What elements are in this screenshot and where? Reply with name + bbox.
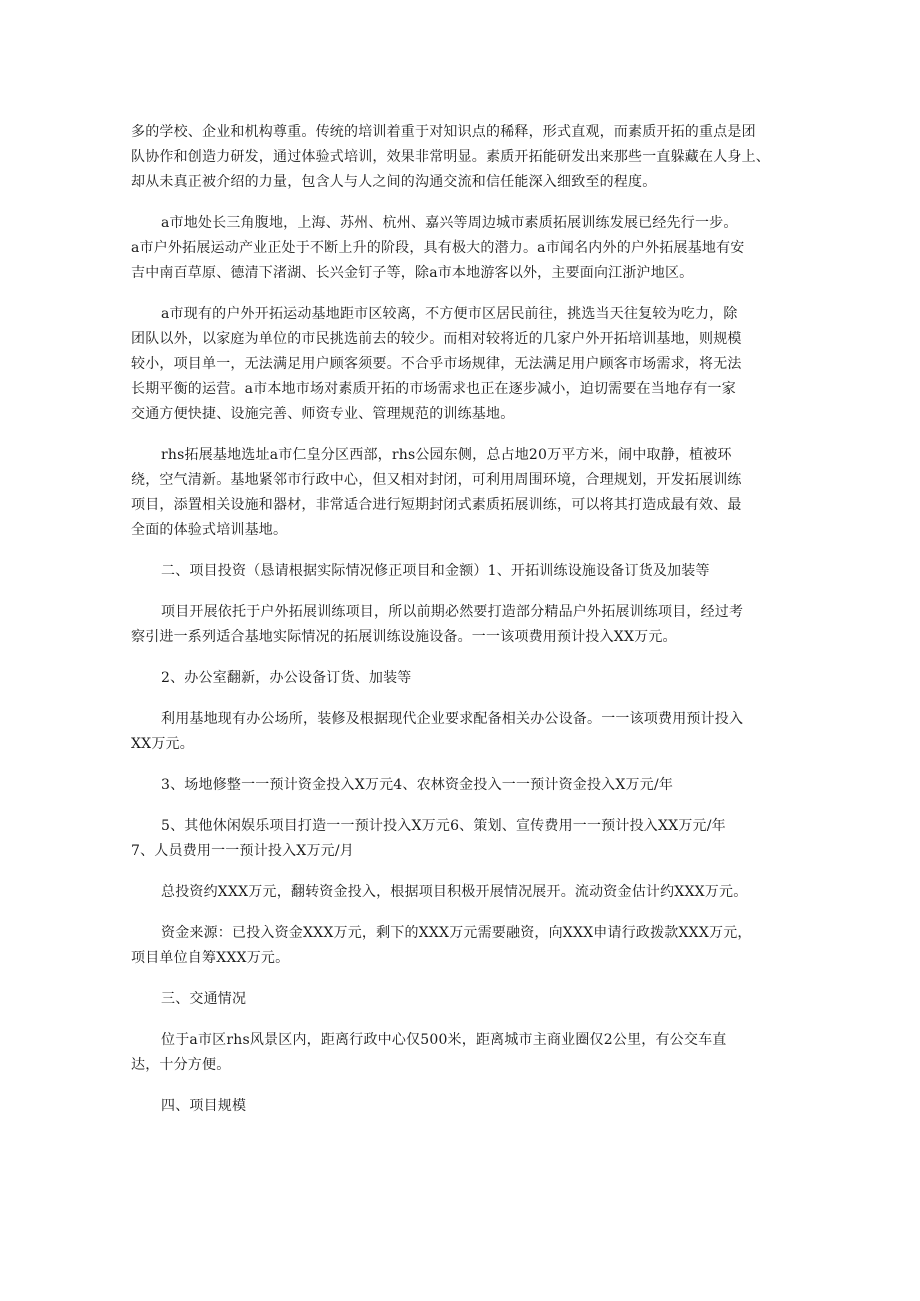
paragraph-facility-investment — [131, 600, 803, 650]
section-heading-transport — [131, 987, 803, 1012]
text-line: 却从未真正被介绍的力量，包含人与人之间的沟通交流和信任能深入细致至的程度。 — [131, 174, 657, 190]
text-line: 察引进一系列适合基地实际情况的拓展训练设施设备。一一该项费用预计投入XX万元。 — [131, 629, 677, 645]
text-line: 达，十分方便。 — [131, 1057, 231, 1073]
text-line: 三、交通情况 — [161, 991, 247, 1007]
text-line: 吉中南百草原、德清下渚湖、长兴金钉子等，除a市本地游客以外，主要面向江浙沪地区。 — [131, 265, 694, 281]
text-line: 二、项目投资（恳请根据实际情况修正项目和金额）1、开拓训练设施设备订货及加装等 — [161, 563, 710, 579]
paragraph-training-intro — [131, 120, 803, 195]
paragraph-site-selection — [131, 443, 803, 543]
text-line: rhs拓展基地选址a市仁皇分区西部，rhs公园东侧，总占地20万平方米，闹中取静，植被环 — [161, 447, 732, 463]
text-line: 利用基地现有办公场所，装修及根据现代企业要求配备相关办公设备。一一该项费用预计投入 — [161, 711, 744, 727]
item-site-and-forestry — [131, 773, 803, 798]
item-leisure-and-staff — [131, 814, 803, 864]
paragraph-funding-source — [131, 921, 803, 971]
text-line: XX万元。 — [131, 736, 194, 752]
text-line: 项目单位自筹XXX万元。 — [131, 950, 290, 966]
text-line: 四、项目规模 — [161, 1098, 247, 1114]
text-line: 队协作和创造力研发，通过体验式培训，效果非常明显。素质开拓能研发出来那些一直躲藏在人身上、 — [131, 149, 770, 165]
text-line: a市现有的户外开拓运动基地距市区较离，不方便市区居民前往，挑选当天往复较为吃力，除 — [161, 306, 738, 322]
paragraph-transport — [131, 1028, 803, 1078]
section-heading-investment — [131, 559, 803, 584]
text-line: 7、人员费用一一预计投入X万元/月 — [131, 843, 354, 859]
text-line: a市地处长三角腹地，上海、苏州、杭州、嘉兴等周边城市素质拓展训练发展已经先行一步。 — [161, 215, 738, 231]
text-line: 多的学校、企业和机构尊重。传统的培训着重于对知识点的稀释，形式直观，而素质开拓的重点是团 — [131, 124, 756, 140]
text-line: 项目，添置相关设施和器材，非常适合进行短期封闭式素质拓展训练，可以将其打造成最有效、最 — [131, 497, 742, 513]
text-line: 绕，空气清新。基地紧邻市行政中心，但又相对封闭，可利用周围环境，合理规划，开发拓展训练 — [131, 472, 742, 488]
text-line: 5、其他休闲娱乐项目打造一一预计投入X万元6、策划、宣传费用一一预计投入XX万元/年 — [161, 818, 726, 834]
text-line: 位于a市区rhs风景区内，距离行政中心仅500米，距离城市主商业圈仅2公里，有公交车直 — [161, 1032, 727, 1048]
item-office-renovation — [131, 666, 803, 691]
text-line: 项目开展依托于户外拓展训练项目，所以前期必然要打造部分精品户外拓展训练项目，经过考 — [161, 604, 744, 620]
document-page — [131, 120, 803, 1135]
paragraph-region — [131, 211, 803, 286]
section-heading-scale — [131, 1094, 803, 1119]
text-line: a市户外拓展运动产业正处于不断上升的阶段，具有极大的潜力。a市闻名内外的户外拓展基地有安 — [131, 240, 745, 256]
text-line: 2、办公室翻新，办公设备订货、加装等 — [161, 670, 412, 686]
paragraph-office-investment — [131, 707, 803, 757]
text-line: 交通方便快捷、设施完善、师资专业、管理规范的训练基地。 — [131, 406, 515, 422]
paragraph-existing-bases — [131, 302, 803, 427]
text-line: 长期平衡的运营。a市本地市场对素质开拓的市场需求也正在逐步减小，迫切需要在当地存有一家 — [131, 381, 736, 397]
text-line: 较小，项目单一，无法满足用户顾客须要。不合乎市场规律，无法满足用户顾客市场需求，将无法 — [131, 356, 742, 372]
text-line: 资金来源：已投入资金XXX万元，剩下的XXX万元需要融资，向XXX申请行政拨款XXX万元， — [161, 925, 752, 941]
text-line: 3、场地修整一一预计资金投入X万元4、农林资金投入一一预计资金投入X万元/年 — [161, 777, 674, 793]
text-line: 总投资约XXX万元，翻转资金投入，根据项目积极开展情况展开。流动资金估计约XXX万元。 — [161, 884, 748, 900]
text-line: 全面的体验式培训基地。 — [131, 522, 288, 538]
text-line: 团队以外，以家庭为单位的市民挑选前去的较少。而相对较将近的几家户外开拓培训基地，则规模 — [131, 331, 742, 347]
paragraph-total-investment — [131, 880, 803, 905]
